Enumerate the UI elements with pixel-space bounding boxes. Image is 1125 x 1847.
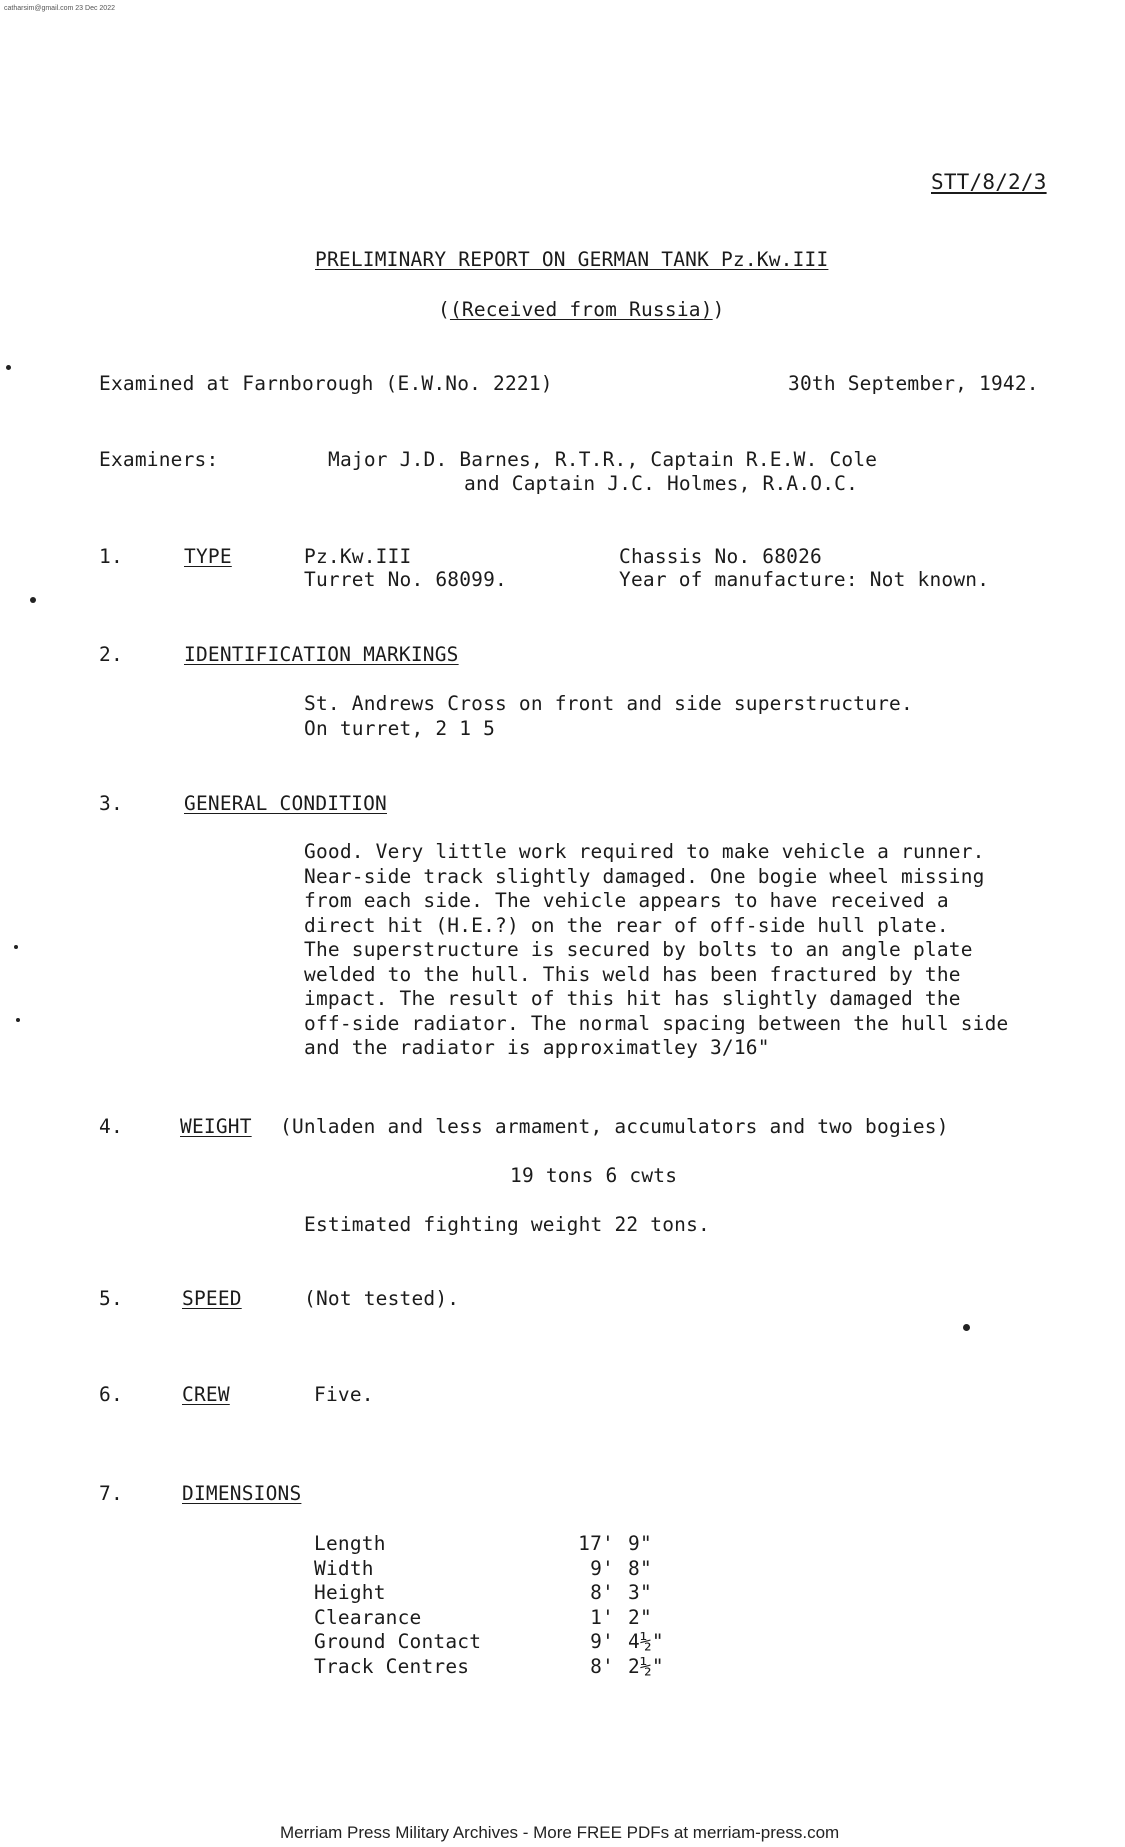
condition-line-7: impact. The result of this hit has slightly damaged the — [304, 987, 961, 1010]
condition-line-2: Near-side track slightly damaged. One bogie wheel missing — [304, 864, 985, 888]
section-3-number: 3. — [99, 792, 123, 815]
section-2-heading: IDENTIFICATION MARKINGS — [184, 643, 459, 666]
fighting-weight-estimate: Estimated fighting weight 22 tons. — [304, 1213, 710, 1236]
section-1-heading: TYPE — [184, 545, 232, 568]
speed-value: (Not tested). — [304, 1287, 460, 1310]
condition-line-1: Good. Very little work required to make vehicle a runner. — [304, 840, 985, 863]
dimension-inches: 9" — [628, 1532, 652, 1555]
scan-speck — [30, 597, 36, 603]
dimension-feet: 9' — [590, 1556, 614, 1580]
examiners-label: Examiners: — [99, 448, 219, 471]
dimension-label: Track Centres — [314, 1654, 470, 1678]
section-4-number: 4. — [99, 1115, 123, 1138]
download-stamp: catharsim@gmail.com 23 Dec 2022 — [4, 5, 115, 12]
weight-value: 19 tons 6 cwts — [510, 1164, 678, 1187]
table-row — [314, 1581, 688, 1606]
dimension-feet: 8' — [590, 1581, 614, 1605]
section-1-number: 1. — [99, 545, 123, 568]
scan-speck — [14, 945, 18, 949]
section-7-number: 7. — [99, 1482, 123, 1505]
scan-speck — [6, 365, 11, 370]
year-of-manufacture: Year of manufacture: Not known. — [619, 568, 990, 591]
condition-line-9: and the radiator is approximatley 3/16" — [304, 1036, 770, 1059]
chassis-number: Chassis No. 68026 — [619, 545, 822, 568]
section-4-heading: WEIGHT — [180, 1115, 252, 1138]
dimension-feet: 1' — [590, 1605, 614, 1629]
examiners-line-1: Major J.D. Barnes, R.T.R., Captain R.E.W. Cole — [328, 448, 878, 471]
condition-line-5: The superstructure is secured by bolts to an angle plate — [304, 938, 973, 961]
subtitle-text: (Received from Russia) — [449, 298, 713, 321]
weight-note: (Unladen and less armament, accumulators and two bogies) — [280, 1115, 949, 1138]
section-5-number: 5. — [99, 1287, 123, 1310]
dimension-inches: 4½" — [628, 1630, 664, 1654]
dimension-label: Width — [314, 1556, 374, 1580]
reference-number: STT/8/2/3 — [931, 170, 1047, 194]
turret-number: Turret No. 68099. — [304, 568, 507, 591]
dimension-label: Ground Contact — [314, 1630, 482, 1654]
vehicle-model: Pz.Kw.III — [304, 545, 412, 568]
document-subtitle: ((Received from Russia)) — [438, 298, 725, 321]
dimensions-table — [314, 1532, 688, 1680]
dimension-inches: 8" — [628, 1556, 652, 1580]
section-6-number: 6. — [99, 1383, 123, 1406]
scan-speck — [16, 1018, 20, 1022]
examiners-line-2: and Captain J.C. Holmes, R.A.O.C. — [464, 472, 859, 495]
dimension-feet: 8' — [590, 1654, 614, 1678]
section-6-heading: CREW — [182, 1383, 230, 1406]
dimension-feet: 17' — [578, 1532, 614, 1555]
scan-speck — [963, 1324, 970, 1331]
condition-line-3: from each side. The vehicle appears to have received a — [304, 889, 949, 912]
dimension-inches: 2½" — [628, 1654, 664, 1678]
section-3-heading: GENERAL CONDITION — [184, 792, 387, 815]
report-date: 30th September, 1942. — [788, 372, 1039, 395]
condition-line-6: welded to the hull. This weld has been fractured by the — [304, 962, 961, 986]
section-2-number: 2. — [99, 643, 123, 666]
dimension-inches: 3" — [628, 1581, 652, 1605]
document-title: PRELIMINARY REPORT ON GERMAN TANK Pz.Kw.III — [315, 248, 829, 271]
condition-line-8: off-side radiator. The normal spacing between the hull side — [304, 1011, 1009, 1035]
section-5-heading: SPEED — [182, 1287, 242, 1310]
section-7-heading: DIMENSIONS — [182, 1482, 302, 1505]
examined-at: Examined at Farnborough (E.W.No. 2221) — [99, 372, 553, 395]
markings-line-2: On turret, 2 1 5 — [304, 716, 496, 740]
dimension-label: Length — [314, 1532, 386, 1555]
condition-paragraph — [304, 840, 1008, 1061]
footer-text: Merriam Press Military Archives - More FREE PDFs at merriam-press.com — [280, 1823, 840, 1842]
condition-line-4: direct hit (H.E.?) on the rear of off-side hull plate. — [304, 913, 949, 937]
markings-text — [304, 692, 913, 741]
table-row — [314, 1655, 688, 1680]
table-row — [314, 1532, 688, 1557]
dimension-label: Clearance — [314, 1605, 422, 1629]
table-row — [314, 1557, 688, 1582]
table-row — [314, 1630, 688, 1655]
markings-line-1: St. Andrews Cross on front and side superstructure. — [304, 692, 913, 715]
dimension-inches: 2" — [628, 1605, 652, 1629]
dimension-label: Height — [314, 1581, 386, 1605]
table-row — [314, 1606, 688, 1631]
dimension-feet: 9' — [590, 1630, 614, 1654]
crew-value: Five. — [314, 1383, 374, 1406]
